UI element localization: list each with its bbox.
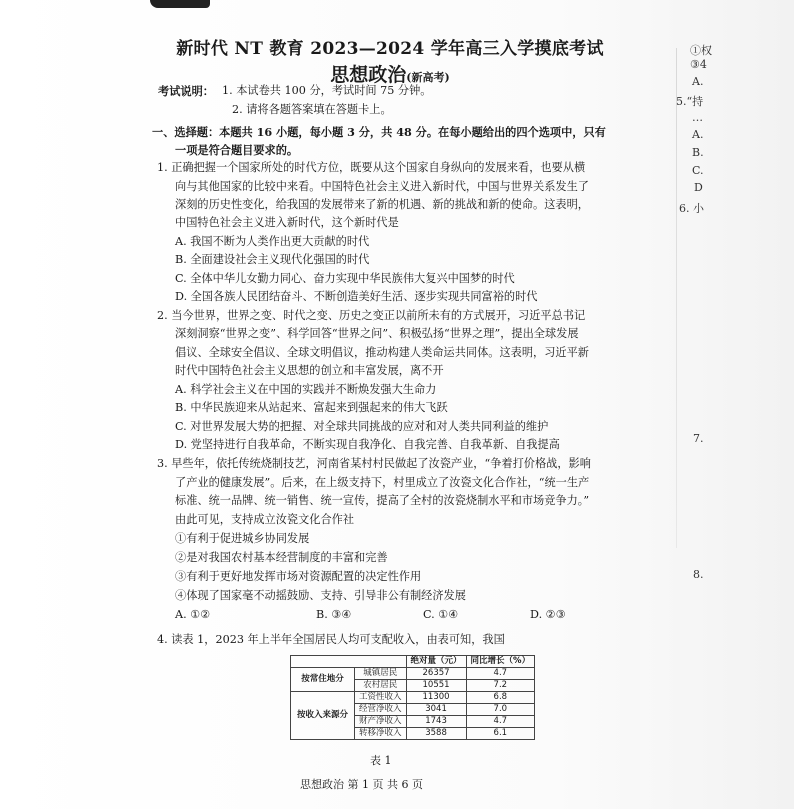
q3-item-2: ②是对我国农村基本经营制度的丰富和完善 [175, 551, 388, 564]
q2-option-a: A. 科学社会主义在中国的实践并不断焕发强大生命力 [175, 383, 437, 396]
q3-choice-d: D. ②③ [530, 608, 566, 621]
q3-choice-a: A. ①② [175, 608, 211, 621]
table-cell-growth: 7.2 [466, 680, 535, 692]
q2-option-d: D. 党坚持进行自我革命，不断实现自我净化、自我完善、自我革新、自我提高 [175, 438, 560, 451]
q3-item-1: ①有利于促进城乡协同发展 [175, 532, 310, 545]
instructions-item-1: 1. 本试卷共 100 分，考试时间 75 分钟。 [222, 84, 432, 97]
subject-name: 思想政治 [330, 64, 407, 86]
table-header-cell: 绝对量（元） [406, 656, 466, 668]
table-cell-label: 财产净收入 [355, 716, 407, 728]
q1-stem-line: 深刻的历史性变化，给我国的发展带来了新的机遇、新的挑战和新的使命。这表明， [175, 198, 589, 211]
facing-page-fragment: 7. [693, 432, 704, 445]
q1-option-c: C. 全体中华儿女勤力同心、奋力实现中华民族伟大复兴中国梦的时代 [175, 272, 515, 285]
section-heading-line-1: 一、选择题：本题共 16 小题，每小题 3 分，共 48 分。在每小题给出的四个选项中，只有 [152, 125, 606, 139]
q3-stem-line: 了产业的健康发展”。后来，在上级支持下，村里成立了汝瓷文化合作社，“统一生产 [175, 476, 590, 489]
page-fold-line [676, 48, 677, 548]
table-cell-value: 1743 [406, 716, 466, 728]
table-cell-label: 城镇居民 [355, 668, 407, 680]
instructions-item-2: 2. 请将各题答案填在答题卡上。 [232, 103, 392, 116]
facing-page-fragment: … [692, 111, 703, 124]
table-cell-value: 10551 [406, 680, 466, 692]
q2-option-b: B. 中华民族迎来从站起来、富起来到强起来的伟大飞跃 [175, 401, 448, 414]
exam-title: 新时代 NT 教育 2023—2024 学年高三入学摸底考试 [176, 39, 604, 59]
table-cell-label: 工资性收入 [355, 692, 407, 704]
table-cell-growth: 4.7 [466, 668, 535, 680]
table-cell-value: 3041 [406, 704, 466, 716]
table-row [291, 668, 535, 680]
q2-option-c: C. 对世界发展大势的把握、对全球共同挑战的应对和对人类共同利益的维护 [175, 420, 549, 433]
facing-page-fragment: A. [692, 75, 704, 88]
q1-stem-line: 向与其他国家的比较中来看。中国特色社会主义进入新时代，中国与世界关系发生了 [175, 180, 589, 193]
table-group-label: 按常住地分 [291, 668, 355, 692]
table-cell-label: 经营净收入 [355, 704, 407, 716]
q3-item-4: ④体现了国家毫不动摇鼓励、支持、引导非公有制经济发展 [175, 589, 466, 602]
q3-stem-line: 3. 早些年，依托传统烧制技艺，河南省某村村民做起了汝瓷产业，“争着打价格战，影响 [157, 457, 591, 470]
section-heading-line-2: 一项是符合题目要求的。 [175, 143, 299, 157]
table-header-cell: 同比增长（%） [466, 656, 535, 668]
q2-stem-line: 时代中国特色社会主义思想的创立和丰富发展，离不开 [175, 364, 444, 377]
page-footer: 思想政治 第 1 页 共 6 页 [300, 778, 423, 791]
table-cell-growth: 6.1 [466, 728, 535, 740]
q1-option-a: A. 我国不断为人类作出更大贡献的时代 [175, 235, 370, 248]
facing-page-fragment: ①权 [690, 44, 712, 57]
facing-page-fragment: ③4 [690, 58, 707, 71]
table-cell-value: 3588 [406, 728, 466, 740]
q1-stem-line: 中国特色社会主义进入新时代，这个新时代是 [175, 216, 399, 229]
q2-stem-line: 倡议、全球安全倡议、全球文明倡议，推动构建人类命运共同体。这表明，习近平新 [175, 346, 589, 359]
facing-page-fragment: 5.“持 [676, 95, 704, 108]
q3-stem-line: 由此可见，支持成立汝瓷文化合作社 [175, 513, 355, 526]
facing-page-fragment: C. [692, 164, 704, 177]
q2-stem-line: 深刻洞察“世界之变”、科学回答“世界之问”、积极弘扬“世界之理”，提出全球发展 [175, 327, 579, 340]
table-cell-label: 转移净收入 [355, 728, 407, 740]
facing-page-fragment: B. [692, 146, 704, 159]
facing-page-fragment: 8. [693, 568, 704, 581]
table-cell-value: 26357 [406, 668, 466, 680]
q1-stem-line: 1. 正确把握一个国家所处的时代方位，既要从这个国家自身纵向的发展来看，也要从横 [157, 161, 586, 174]
q4-stem-line: 4. 读表 1，2023 年上半年全国居民人均可支配收入，由表可知，我国 [157, 633, 505, 646]
table-cell-growth: 7.0 [466, 704, 535, 716]
table-cell-growth: 4.7 [466, 716, 535, 728]
q2-stem-line: 2. 当今世界，世界之变、时代之变、历史之变正以前所未有的方式展开，习近平总书记 [157, 309, 586, 322]
table-header-row [291, 656, 535, 668]
exam-subject [120, 60, 660, 87]
instructions-label: 考试说明： [158, 84, 214, 98]
q3-choice-c: C. ①④ [423, 608, 459, 621]
table-caption: 表 1 [370, 754, 392, 767]
scan-corner-mark [150, 0, 210, 8]
table-cell-label: 农村居民 [355, 680, 407, 692]
q1-option-b: B. 全面建设社会主义现代化强国的时代 [175, 253, 370, 266]
table-group-label: 按收入来源分 [291, 692, 355, 740]
q3-choice-b: B. ③④ [316, 608, 352, 621]
facing-page-fragment: 6. 小 [679, 202, 704, 215]
table-cell-growth: 6.8 [466, 692, 535, 704]
income-table [290, 655, 535, 740]
facing-page-fragment: A. [692, 128, 704, 141]
facing-page-fragment: D [694, 181, 703, 194]
q1-option-d: D. 全国各族人民团结奋斗、不断创造美好生活、逐步实现共同富裕的时代 [175, 290, 538, 303]
q3-item-3: ③有利于更好地发挥市场对资源配置的决定性作用 [175, 570, 422, 583]
table-header-cell [291, 656, 407, 668]
table-cell-value: 11300 [406, 692, 466, 704]
q3-stem-line: 标准、统一品牌、统一销售、统一宣传，提高了全村的汝瓷烧制水平和市场竞争力。” [175, 494, 590, 507]
table-row [291, 692, 535, 704]
subject-tag: (新高考) [406, 71, 450, 84]
